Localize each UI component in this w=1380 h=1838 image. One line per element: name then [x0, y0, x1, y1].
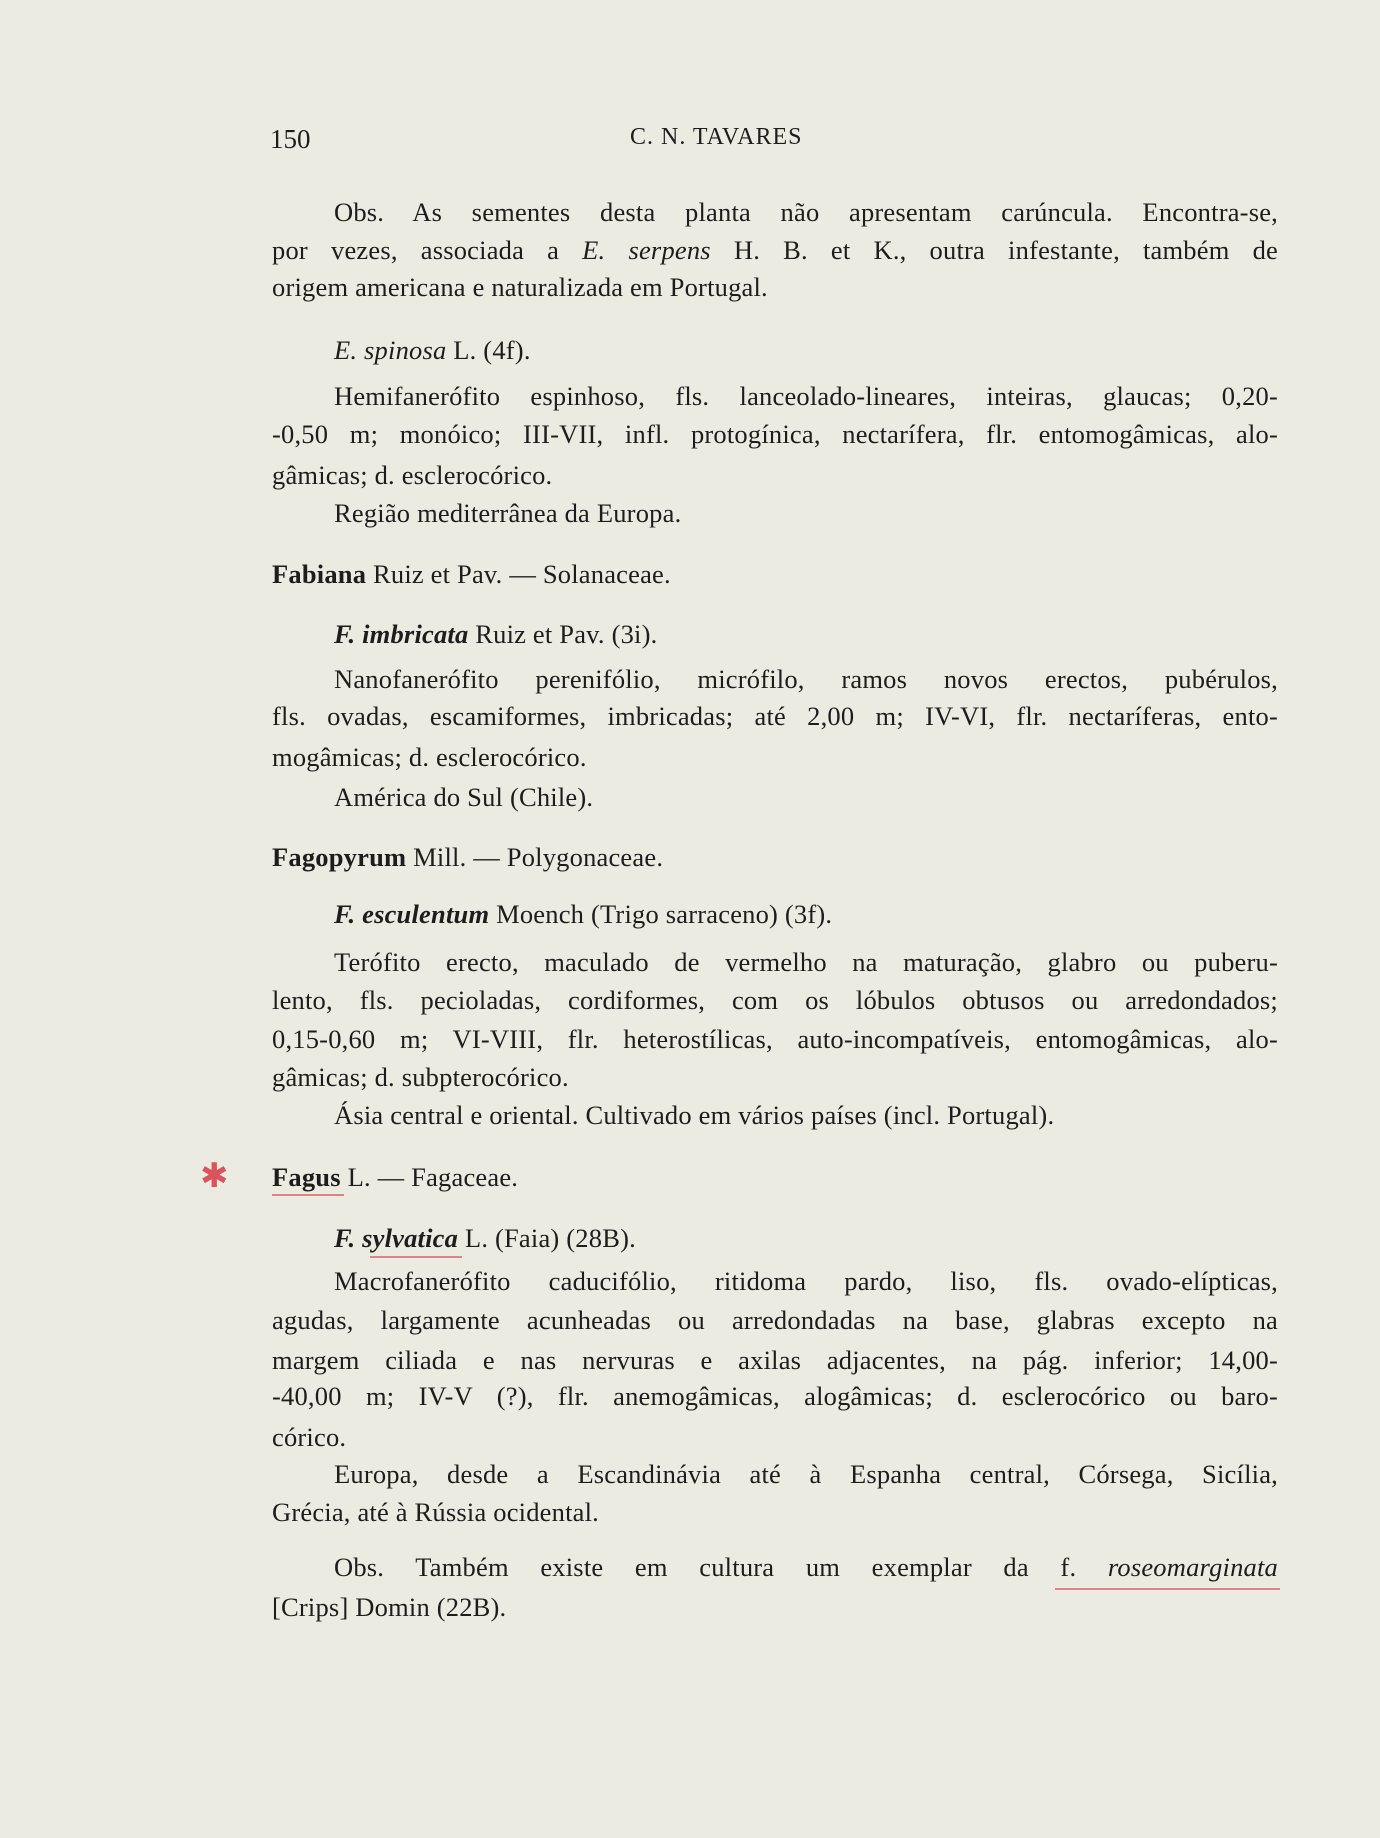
- red-underline-sylvatica: [370, 1256, 462, 1258]
- text-line: [334, 379, 1278, 413]
- text-segment: gâmicas; d. subpterocórico.: [272, 1062, 569, 1092]
- text-line: [334, 945, 1278, 979]
- text-segment: Grécia, até à Rússia ocidental.: [272, 1497, 600, 1527]
- text-segment: gâmicas; d. esclerocórico.: [272, 460, 553, 490]
- text-segment: Mill. — Polygonaceae.: [406, 842, 664, 872]
- text-segment: Terófito erecto, maculado de vermelho na maturação, glabro ou puberu-: [334, 947, 1278, 977]
- page-number: 150: [270, 124, 311, 154]
- text-segment: [Crips] Domin (22B).: [272, 1592, 507, 1622]
- text-segment: L. — Fagaceae.: [340, 1162, 519, 1192]
- text-line: [272, 417, 1278, 451]
- text-segment: Obs. Também existe em cultura um exemplar da f.: [334, 1552, 1108, 1582]
- text-segment: 0,15-0,60 m; VI-VIII, flr. heterostílicas, auto-incompatíveis, entomogâmicas, alo-: [272, 1024, 1278, 1054]
- text-line: [334, 333, 1278, 367]
- text-line: [334, 1221, 1278, 1255]
- text-line: [334, 1098, 1278, 1132]
- text-segment: Moench (Trigo sarraceno) (3f).: [489, 899, 833, 929]
- red-underline-fagus: [272, 1194, 344, 1196]
- text-segment: agudas, largamente acunheadas ou arredondadas na base, glabras excepto na: [272, 1305, 1278, 1335]
- text-segment: América do Sul (Chile).: [334, 782, 594, 812]
- text-line: [334, 897, 1278, 931]
- text-segment: Região mediterrânea da Europa.: [334, 498, 682, 528]
- text-line: [334, 1264, 1278, 1298]
- text-line: [272, 1303, 1278, 1337]
- text-line: [334, 1457, 1278, 1491]
- running-title: C. N. TAVARES: [630, 124, 803, 150]
- taxon-name: E. serpens: [582, 235, 711, 265]
- taxon-name: Fabiana: [272, 559, 367, 589]
- red-asterisk-annotation: ✱: [200, 1158, 229, 1195]
- taxon-name: Fagus: [272, 1162, 341, 1192]
- text-line: [272, 270, 1278, 304]
- text-segment: mogâmicas; d. esclerocórico.: [272, 742, 587, 772]
- text-segment: córico.: [272, 1422, 347, 1452]
- text-line: [334, 1550, 1278, 1584]
- text-line: [272, 1590, 1278, 1624]
- taxon-name: F. esculentum: [334, 899, 490, 929]
- text-line: [334, 662, 1278, 696]
- text-line: [272, 840, 1278, 874]
- text-segment: H. B. et K., outra infestante, também de: [710, 235, 1279, 265]
- text-line: [272, 1379, 1278, 1413]
- text-segment: Nanofanerófito perenifólio, micrófilo, ramos novos erectos, pubérulos,: [334, 664, 1278, 694]
- text-line: [272, 1495, 1278, 1529]
- text-line: [272, 699, 1278, 733]
- text-line: [272, 1343, 1278, 1377]
- text-line: [272, 740, 1278, 774]
- text-segment: origem americana e naturalizada em Portugal.: [272, 272, 768, 302]
- taxon-name: roseomarginata: [1107, 1552, 1278, 1582]
- text-line: [272, 233, 1278, 267]
- text-line: [272, 557, 1278, 591]
- text-line: [272, 983, 1278, 1017]
- text-line: [272, 1420, 1278, 1454]
- text-segment: L. (Faia) (28B).: [458, 1223, 636, 1253]
- text-line: [272, 1022, 1278, 1056]
- text-segment: -0,50 m; monóico; III-VII, infl. protogínica, nectarífera, flr. entomogâmicas, alo-: [272, 419, 1278, 449]
- text-line: [334, 780, 1278, 814]
- text-segment: Hemifanerófito espinhoso, fls. lanceolado-lineares, inteiras, glaucas; 0,20-: [334, 381, 1278, 411]
- text-line: [272, 458, 1278, 492]
- text-segment: lento, fls. pecioladas, cordiformes, com os lóbulos obtusos ou arredondados;: [272, 985, 1278, 1015]
- text-segment: Obs. As sementes desta planta não apresentam carúncula. Encontra-se,: [334, 197, 1278, 227]
- text-segment: Europa, desde a Escandinávia até à Espanha central, Córsega, Sicília,: [334, 1459, 1278, 1489]
- text-segment: Ruiz et Pav. — Solanaceae.: [366, 559, 671, 589]
- taxon-name: E. spinosa: [334, 335, 447, 365]
- text-segment: L. (4f).: [446, 335, 531, 365]
- text-line: [272, 1160, 1278, 1194]
- taxon-name: F. imbricata: [334, 619, 469, 649]
- text-line: [334, 617, 1278, 651]
- text-line: [334, 496, 1278, 530]
- text-line: [334, 195, 1278, 229]
- text-segment: -40,00 m; IV-V (?), flr. anemogâmicas, alogâmicas; d. esclerocórico ou baro-: [272, 1381, 1278, 1411]
- text-segment: por vezes, associada a: [272, 235, 583, 265]
- text-segment: fls. ovadas, escamiformes, imbricadas; até 2,00 m; IV-VI, flr. nectaríferas, ento-: [272, 701, 1278, 731]
- text-segment: Ruiz et Pav. (3i).: [468, 619, 658, 649]
- taxon-name: F. sylvatica: [334, 1223, 459, 1253]
- text-segment: Ásia central e oriental. Cultivado em vários países (incl. Portugal).: [334, 1100, 1055, 1130]
- text-segment: margem ciliada e nas nervuras e axilas adjacentes, na pág. inferior; 14,00-: [272, 1345, 1278, 1375]
- text-line: [272, 1060, 1278, 1094]
- taxon-name: Fagopyrum: [272, 842, 407, 872]
- text-segment: Macrofanerófito caducifólio, ritidoma pardo, liso, fls. ovado-elípticas,: [334, 1266, 1278, 1296]
